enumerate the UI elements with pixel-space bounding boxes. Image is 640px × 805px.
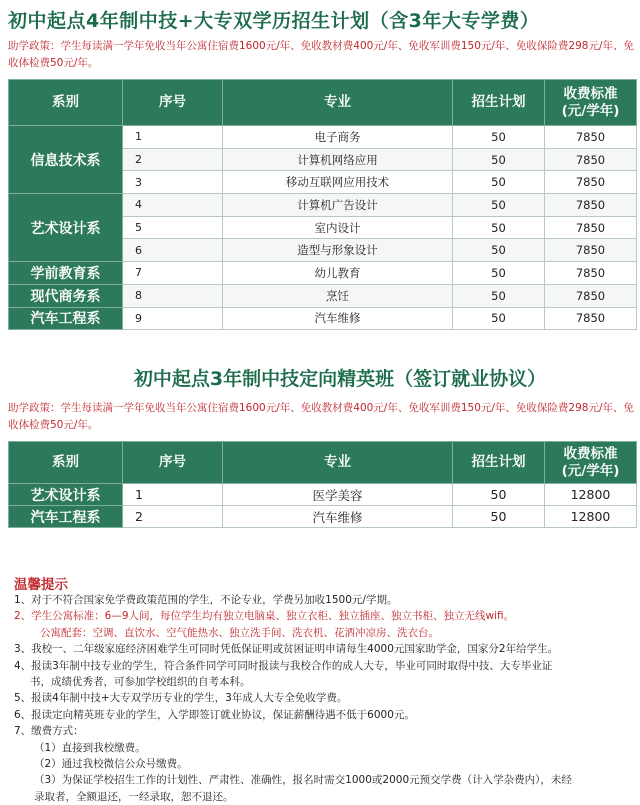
header-no: 序号 <box>123 442 223 484</box>
section2-title: 初中起点3年制中技定向精英班（签订就业协议） <box>133 368 547 390</box>
tip-item: 7、缴费方式： <box>14 725 84 738</box>
header-dept: 系别 <box>9 80 123 126</box>
dept-cell: 学前教育系 <box>9 262 123 285</box>
major-cell: 移动互联网应用技术 <box>223 171 453 194</box>
fee-cell: 7850 <box>545 307 637 330</box>
no-cell: 1 <box>123 126 223 149</box>
plan-cell: 50 <box>453 194 545 217</box>
no-cell: 2 <box>123 148 223 171</box>
header-plan: 招生计划 <box>453 442 545 484</box>
plan-cell: 50 <box>453 126 545 149</box>
no-cell: 3 <box>123 171 223 194</box>
tip-item: 公寓配套：空调、直饮水、空气能热水、独立洗手间、洗衣机、花洒冲凉房、洗衣台。 <box>40 626 439 639</box>
plan-cell: 50 <box>453 284 545 307</box>
major-cell: 造型与形象设计 <box>223 239 453 262</box>
plan-cell: 50 <box>453 216 545 239</box>
no-cell: 5 <box>123 216 223 239</box>
no-cell: 8 <box>123 284 223 307</box>
major-cell: 医学美容 <box>223 484 453 506</box>
dept-cell: 信息技术系 <box>9 126 123 194</box>
plan-cell: 50 <box>453 506 545 528</box>
header-plan: 招生计划 <box>453 80 545 126</box>
tip-item: 书，成绩优秀者，可参加学校组织的自考本科。 <box>30 676 251 689</box>
plan-cell: 50 <box>453 307 545 330</box>
section2-policy: 助学政策：学生每读满一学年免收当年公寓住宿费1600元/年、免收教材费400元/年、免收军训费150元/年、免收保险费298元/年、免收体检费50元/年。 <box>8 402 634 431</box>
dept-cell: 汽车工程系 <box>9 506 123 528</box>
header-major: 专业 <box>223 80 453 126</box>
fee-cell: 7850 <box>545 284 637 307</box>
tips-list <box>14 592 636 805</box>
plan-cell: 50 <box>453 148 545 171</box>
plan-cell: 50 <box>453 171 545 194</box>
tip-item: 2、学生公寓标准：6—9人间，每位学生均有独立电脑桌、独立衣柜、独立插座、独立书柜、独立无线wifi。 <box>14 610 515 623</box>
major-cell: 幼儿教育 <box>223 262 453 285</box>
dept-cell: 艺术设计系 <box>9 194 123 262</box>
major-cell: 汽车维修 <box>223 506 453 528</box>
section1-title: 初中起点4年制中技+大专双学历招生计划（含3年大专学费） <box>8 10 540 32</box>
tip-item: 5、报读4年制中技+大专双学历专业的学生，3年成人大专全免收学费。 <box>14 692 348 705</box>
fee-cell: 7850 <box>545 171 637 194</box>
tip-item: （2）通过我校微信公众号缴费。 <box>34 758 188 771</box>
table-row <box>9 126 637 149</box>
no-cell: 2 <box>123 506 223 528</box>
header-no: 序号 <box>123 80 223 126</box>
fee-cell: 7850 <box>545 148 637 171</box>
no-cell: 4 <box>123 194 223 217</box>
tip-item: （3）为保证学校招生工作的计划性、严肃性、准确性，报名时需交1000或2000元预交学费（计入学杂费内），未经 <box>34 774 572 787</box>
dept-cell: 汽车工程系 <box>9 307 123 330</box>
header-fee-label: 收费标准 <box>563 85 618 102</box>
major-cell: 汽车维修 <box>223 307 453 330</box>
fee-cell: 7850 <box>545 216 637 239</box>
table-row <box>9 484 637 506</box>
dept-cell: 现代商务系 <box>9 284 123 307</box>
tip-item: 录取者，全额退还，一经录取，恕不退还。 <box>34 790 234 803</box>
fee-cell: 12800 <box>545 506 637 528</box>
plan-cell: 50 <box>453 239 545 262</box>
section1-policy: 助学政策：学生每读满一学年免收当年公寓住宿费1600元/年、免收教材费400元/年、免收军训费150元/年、免收保险费298元/年、免收体检费50元/年。 <box>8 40 634 69</box>
section2-table <box>8 441 637 528</box>
fee-cell: 7850 <box>545 126 637 149</box>
tip-item: 3、我校一、二年级家庭经济困难学生可同时凭低保证明或贫困证明申请每生4000元国家助学金，国家分2年给学生。 <box>14 643 559 656</box>
table-row <box>9 506 637 528</box>
tip-item: 6、报读定向精英班专业的学生，入学即签订就业协议，保证薪酬待遇不低于6000元。 <box>14 708 415 721</box>
major-cell: 烹饪 <box>223 284 453 307</box>
header-fee-label: 收费标准 <box>563 445 618 462</box>
no-cell: 1 <box>123 484 223 506</box>
major-cell: 室内设计 <box>223 216 453 239</box>
header-fee-unit: (元/学年) <box>561 102 620 119</box>
header-fee <box>545 442 637 484</box>
plan-cell: 50 <box>453 262 545 285</box>
table-row <box>9 194 637 217</box>
tip-item: 1、对于不符合国家免学费政策范围的学生，不论专业，学费另加收1500元/学期。 <box>14 594 398 606</box>
major-cell: 电子商务 <box>223 126 453 149</box>
header-fee <box>545 80 637 126</box>
fee-cell: 7850 <box>545 239 637 262</box>
section1-table <box>8 79 637 330</box>
header-fee-unit: (元/学年) <box>561 462 620 479</box>
table-row <box>9 307 637 330</box>
header-dept: 系别 <box>9 442 123 484</box>
fee-cell: 7850 <box>545 194 637 217</box>
plan-cell: 50 <box>453 484 545 506</box>
fee-cell: 12800 <box>545 484 637 506</box>
fee-cell: 7850 <box>545 262 637 285</box>
major-cell: 计算机广告设计 <box>223 194 453 217</box>
no-cell: 9 <box>123 307 223 330</box>
table-row <box>9 284 637 307</box>
no-cell: 6 <box>123 239 223 262</box>
no-cell: 7 <box>123 262 223 285</box>
header-major: 专业 <box>223 442 453 484</box>
major-cell: 计算机网络应用 <box>223 148 453 171</box>
table-row <box>9 262 637 285</box>
tip-item: （1）直接到我校缴费。 <box>34 741 146 754</box>
tips-title: 温馨提示 <box>14 577 68 593</box>
tip-item: 4、报读3年制中技专业的学生，符合条件同学可同时报读与我校合作的成人大专，毕业可同时取得中技、大专毕业证 <box>14 659 553 672</box>
dept-cell: 艺术设计系 <box>9 484 123 506</box>
